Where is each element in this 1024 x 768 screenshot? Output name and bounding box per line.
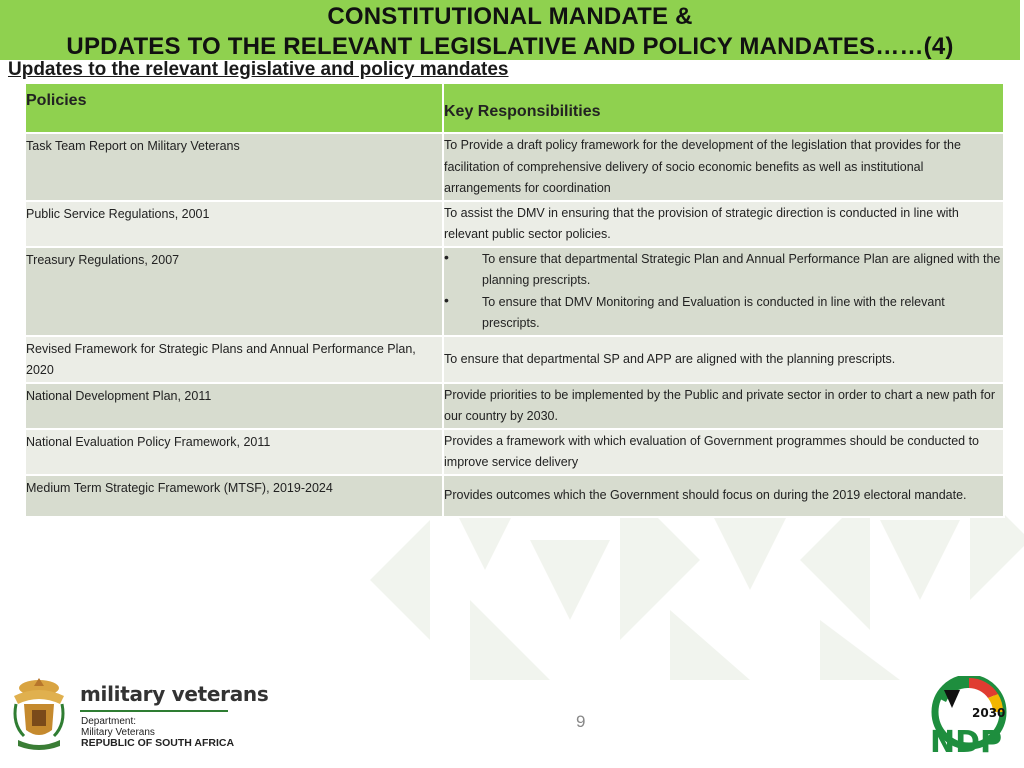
policy-cell: National Evaluation Policy Framework, 2011 xyxy=(25,429,443,475)
department-name: military veterans xyxy=(80,682,269,706)
slide-title-line-2: UPDATES TO THE RELEVANT LEGISLATIVE AND POLICY MANDATES……(4) xyxy=(66,33,954,60)
responsibility-cell: Provide priorities to be implemented by the Public and private sector in order to chart a new path for our country by 2030. xyxy=(443,383,1004,429)
coat-of-arms-icon xyxy=(8,674,70,754)
responsibility-cell xyxy=(443,247,1004,336)
department-name-line: Military Veterans xyxy=(81,727,155,738)
bullet-text: To ensure that DMV Monitoring and Evaluation is conducted in line with the relevant prescripts. xyxy=(482,294,945,330)
bullet-item xyxy=(444,292,1001,335)
table-row xyxy=(25,383,1004,429)
slide-title-line-1: CONSTITUTIONAL MANDATE & xyxy=(327,3,693,30)
bullet-icon: • xyxy=(444,291,449,308)
policy-cell: Task Team Report on Military Veterans xyxy=(25,133,443,201)
ndp-letters: NDP xyxy=(930,725,1002,756)
country-name: REPUBLIC OF SOUTH AFRICA xyxy=(81,737,235,749)
table-row xyxy=(25,133,1004,201)
responsibility-cell: To Provide a draft policy framework for the development of the legislation that provides for the facilitation of comprehensive delivery of socio economic benefits as well as institutional arrangements for coordination xyxy=(443,133,1004,201)
header-policies: Policies xyxy=(25,83,443,133)
department-label: Department: xyxy=(81,716,137,727)
policy-cell: Treasury Regulations, 2007 xyxy=(25,247,443,336)
ndp-year: 2030 xyxy=(972,706,1006,720)
responsibility-cell: Provides outcomes which the Government should focus on during the 2019 electoral mandate. xyxy=(443,475,1004,517)
table-row xyxy=(25,201,1004,247)
table-row xyxy=(25,247,1004,336)
ndp-logo-icon xyxy=(924,676,1014,756)
policy-cell: Public Service Regulations, 2001 xyxy=(25,201,443,247)
table-row xyxy=(25,475,1004,517)
policy-cell: Revised Framework for Strategic Plans and Annual Performance Plan, 2020 xyxy=(25,336,443,383)
table-row xyxy=(25,336,1004,383)
responsibility-cell: To assist the DMV in ensuring that the provision of strategic direction is conducted in line with relevant public sector policies. xyxy=(443,201,1004,247)
table-row xyxy=(25,429,1004,475)
policies-table xyxy=(24,82,1005,518)
table-header-row xyxy=(25,83,1004,133)
header-key-responsibilities: Key Responsibilities xyxy=(443,83,1004,133)
policy-cell: National Development Plan, 2011 xyxy=(25,383,443,429)
page-number: 9 xyxy=(576,712,586,731)
policy-cell: Medium Term Strategic Framework (MTSF), 2019-2024 xyxy=(25,475,443,517)
section-subtitle: Updates to the relevant legislative and policy mandates xyxy=(8,59,509,80)
bullet-text: To ensure that departmental Strategic Plan and Annual Performance Plan are aligned with the planning prescripts. xyxy=(482,251,1001,287)
bullet-item xyxy=(444,249,1001,292)
responsibility-cell: To ensure that departmental SP and APP are aligned with the planning prescripts. xyxy=(443,336,1004,383)
responsibility-bullet-list xyxy=(444,249,1001,335)
department-rule xyxy=(80,710,228,712)
bullet-icon: • xyxy=(444,248,449,265)
title-banner xyxy=(0,0,1020,60)
responsibility-cell: Provides a framework with which evaluation of Government programmes should be conducted to improve service delivery xyxy=(443,429,1004,475)
